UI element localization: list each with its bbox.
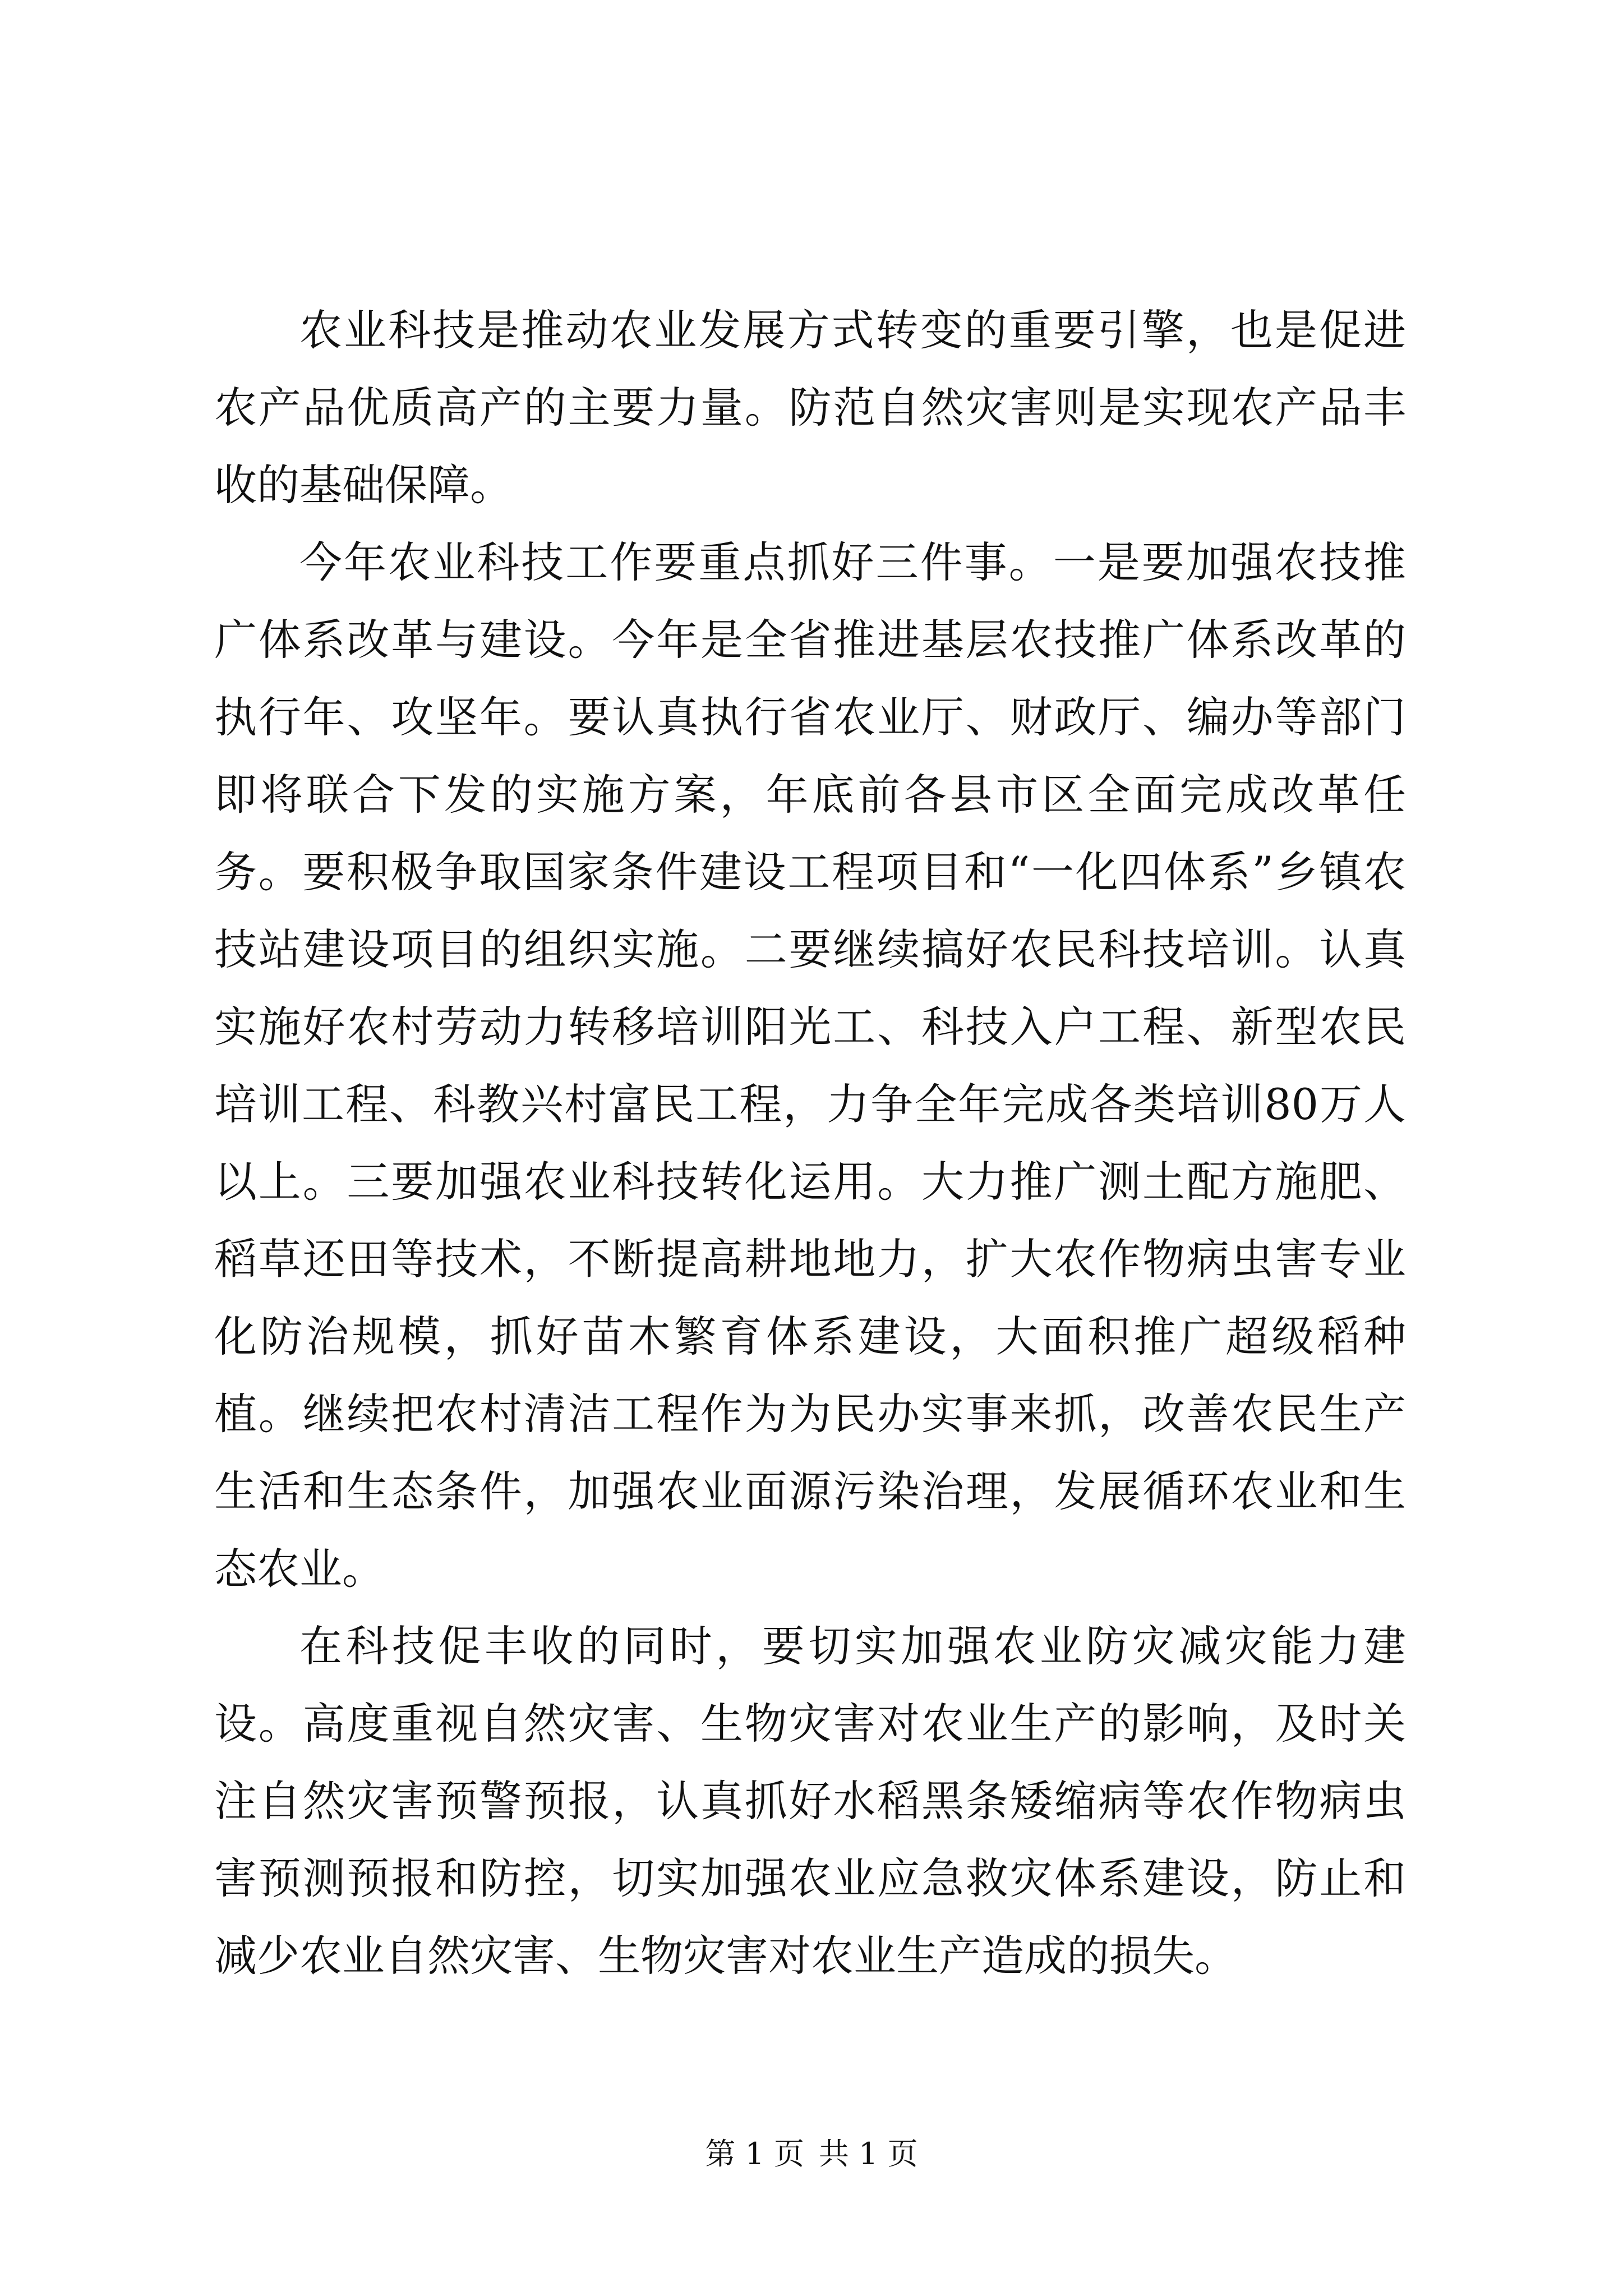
page-total: 共 1 页 [819, 2136, 918, 2171]
page-footer [0, 2134, 1623, 2174]
page-number: 第 1 页 [705, 2136, 804, 2171]
document-body [214, 292, 1406, 1995]
paragraph-2: 今年农业科技工作要重点抓好三件事。一是要加强农技推广体系改革与建设。今年是全省推进基层农技推广体系改革的执行年、攻坚年。要认真执行省农业厅、财政厅、编办等部门即将联合下发的实施方案，年底前各县市区全面完成改革任务。要积极争取国家条件建设工程项目和“一化四体系”乡镇农技站建设项目的组织实施。二要继续搞好农民科技培训。认真实施好农村劳动力转移培训阳光工、科技入户工程、新型农民培训工程、科教兴村富民工程，力争全年完成各类培训80万人以上。三要加强农业科技转化运用。大力推广测土配方施肥、稻草还田等技术，不断提高耕地地力，扩大农作物病虫害专业化防治规模，抓好苗木繁育体系建设，大面积推广超级稻种植。继续把农村清洁工程作为为民办实事来抓，改善农民生产生活和生态条件，加强农业面源污染治理，发展循环农业和生态农业。 [214, 537, 1406, 1594]
paragraph-3: 在科技促丰收的同时，要切实加强农业防灾减灾能力建设。高度重视自然灾害、生物灾害对农业生产的影响，及时关注自然灾害预警预报，认真抓好水稻黑条矮缩病等农作物病虫害预测预报和防控，切实加强农业应急救灾体系建设，防止和减少农业自然灾害、生物灾害对农业生产造成的损失。 [214, 1621, 1406, 1981]
paragraph-1: 农业科技是推动农业发展方式转变的重要引擎，也是促进农产品优质高产的主要力量。防范自然灾害则是实现农产品丰收的基础保障。 [214, 305, 1406, 510]
